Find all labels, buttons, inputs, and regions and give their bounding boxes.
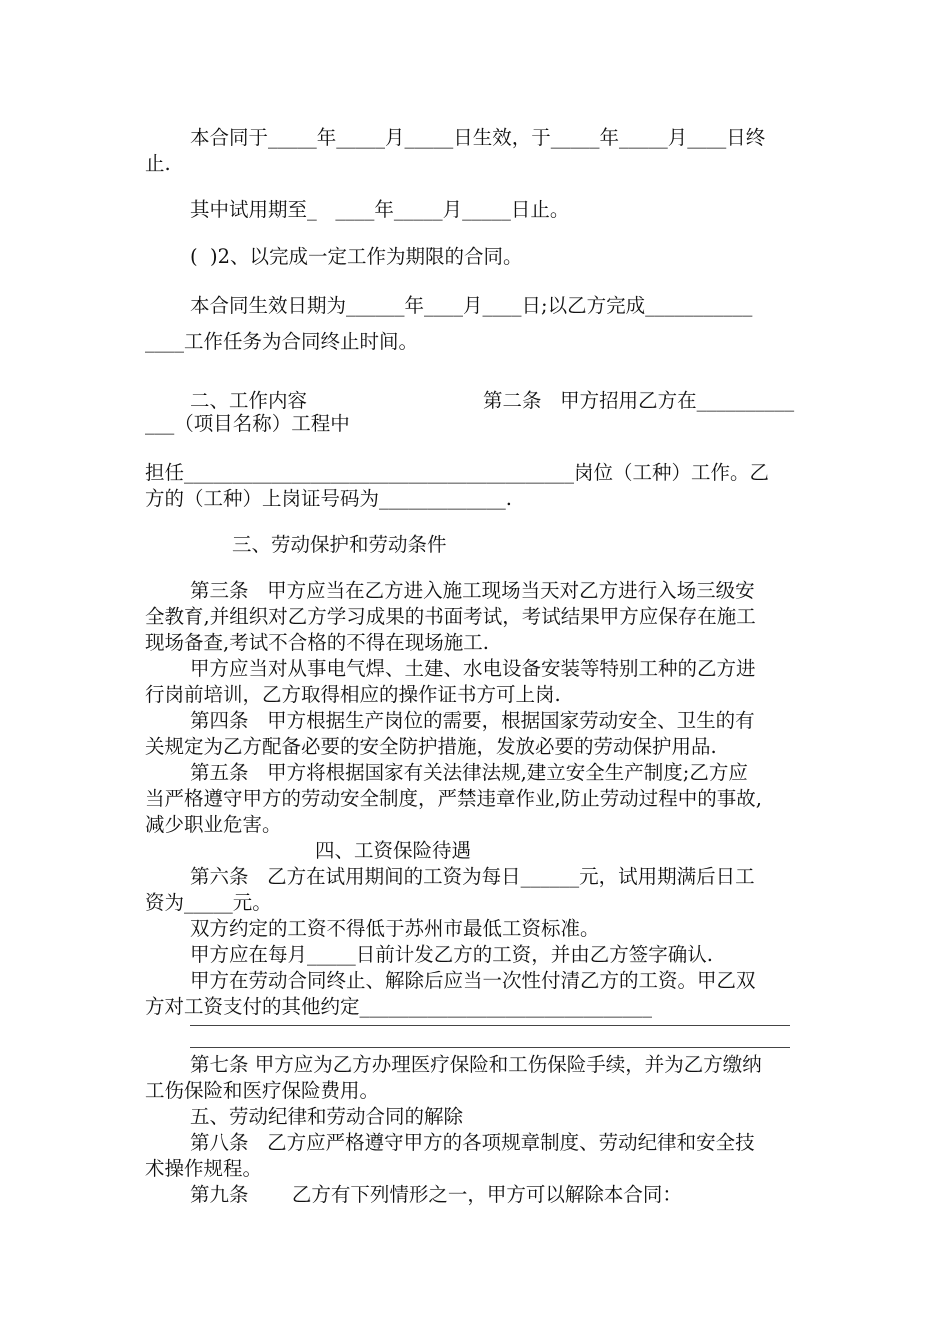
blank-underline (190, 1025, 790, 1026)
section-heading: 四、工资保险待遇 (315, 839, 472, 862)
text-line: 关规定为乙方配备必要的安全防护措施，发放必要的劳动保护用品. (145, 735, 717, 758)
text-line: 方的（工种）上岗证号码为_____________. (145, 487, 512, 510)
text-line: 资为_____元。 (145, 891, 272, 914)
section-heading: 三、劳动保护和劳动条件 (232, 533, 447, 556)
text-line: 术操作规程。 (145, 1157, 263, 1180)
text-line: 第九条 乙方有下列情形之一，甲方可以解除本合同： (190, 1183, 682, 1206)
text-line: 第三条 甲方应当在乙方进入施工现场当天对乙方进行入场三级安 (190, 579, 755, 602)
text-line: 其中试用期至_ ____年_____月_____日止。 (190, 198, 570, 221)
text-line: 第六条 乙方在试用期间的工资为每日______元，试用期满后日工 (190, 865, 755, 888)
text-line: 第二条 甲方招用乙方在__________ (483, 389, 795, 412)
text-line: 担任________________________________________岗位（工种）工作。乙 (145, 461, 770, 484)
text-line: 第五条 甲方将根据国家有关法律法规,建立安全生产制度;乙方应 (190, 761, 748, 784)
text-line: 甲方应当对从事电气焊、土建、水电设备安装等特别工种的乙方进 (190, 657, 756, 680)
text-line: 甲方应在每月_____日前计发乙方的工资，并由乙方签字确认. (190, 943, 713, 966)
text-line: 方对工资支付的其他约定______________________________ (145, 995, 653, 1018)
text-line: ____工作任务为合同终止时间。 (145, 330, 419, 353)
text-line: 工伤保险和医疗保险费用。 (145, 1079, 380, 1102)
text-line: 本合同生效日期为______年____月____日;以乙方完成___________ (190, 294, 753, 317)
text-line: 甲方在劳动合同终止、解除后应当一次性付清乙方的工资。甲乙双 (190, 969, 756, 992)
text-line: 第八条 乙方应严格遵守甲方的各项规章制度、劳动纪律和安全技 (190, 1131, 755, 1154)
text-line: 减少职业危害。 (145, 813, 282, 836)
text-line: 双方约定的工资不得低于苏州市最低工资标准。 (190, 917, 600, 940)
text-line: 现场备查,考试不合格的不得在现场施工. (145, 631, 489, 654)
text-line: 止. (145, 152, 171, 175)
blank-underline (190, 1047, 790, 1048)
text-line: ___（项目名称）工程中 (145, 412, 350, 435)
text-line: 本合同于_____年_____月_____日生效，于_____年_____月____日终 (190, 126, 766, 149)
section-heading: 二、工作内容 (190, 389, 308, 412)
text-line: 第四条 甲方根据生产岗位的需要，根据国家劳动安全、卫生的有 (190, 709, 755, 732)
text-line: 行岗前培训，乙方取得相应的操作证书方可上岗. (145, 683, 561, 706)
text-line: 当严格遵守甲方的劳动安全制度，严禁违章作业,防止劳动过程中的事故, (145, 787, 762, 810)
text-line: ( )2、以完成一定工作为期限的合同。 (190, 245, 523, 268)
text-line: 全教育,并组织对乙方学习成果的书面考试，考试结果甲方应保存在施工 (145, 605, 756, 628)
text-line: 第七条 甲方应为乙方办理医疗保险和工伤保险手续，并为乙方缴纳 (190, 1053, 762, 1076)
section-heading: 五、劳动纪律和劳动合同的解除 (190, 1105, 464, 1128)
